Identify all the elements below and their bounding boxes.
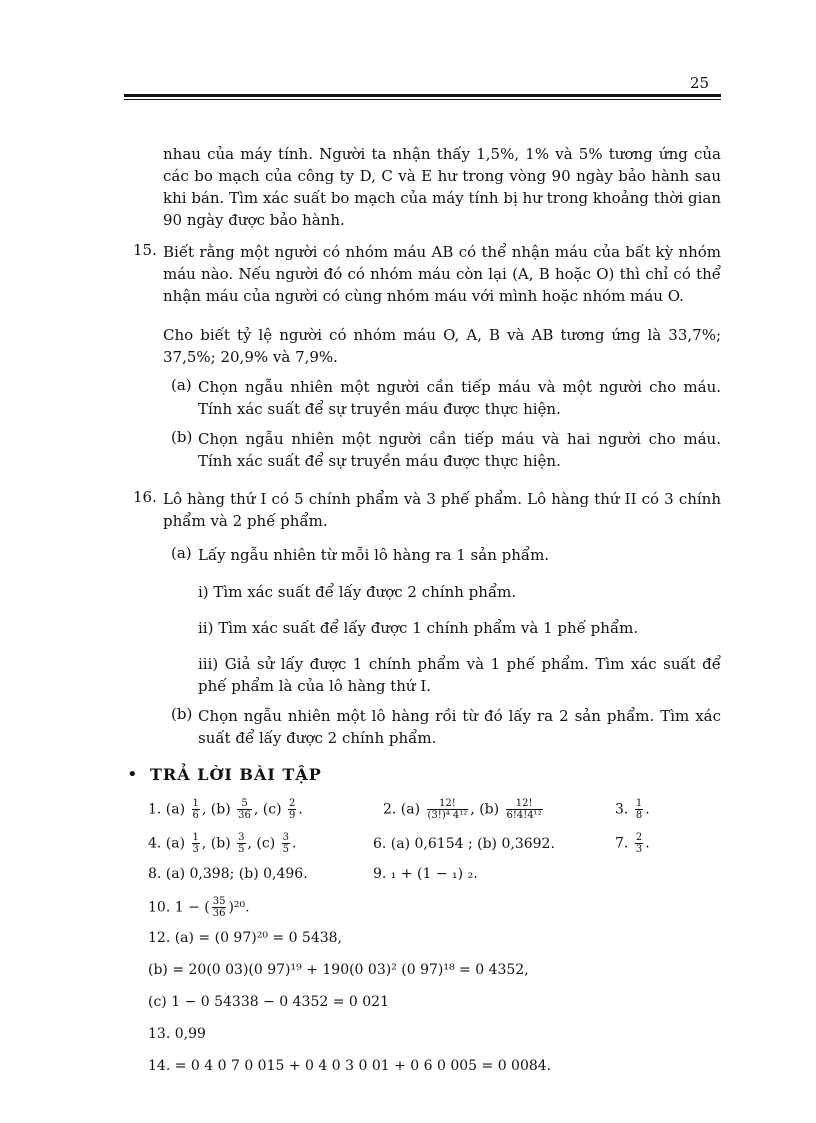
answer-13: 13. 0,99: [148, 1026, 206, 1042]
problem-15-data: Cho biết tỷ lệ người có nhóm máu O, A, B và AB tương ứng là 33,7%; 37,5%; 20,9% và 7,9%.: [163, 326, 721, 366]
problem-16a-iii: iii) Giả sử lấy được 1 chính phẩm và 1 phế phẩm. Tìm xác suất để phế phẩm là của lô hàng thứ I.: [198, 655, 721, 695]
problem-15a-label: (a): [171, 376, 192, 394]
problem-16b-label: (b): [171, 705, 193, 723]
answer-8: 8. (a) 0,398; (b) 0,496.: [148, 866, 308, 882]
answer-3: 3. $\frac{1}{8}$ .: [615, 798, 650, 821]
header-rule: [124, 94, 721, 97]
answer-9: 9. ₁ + (1 − ₁) ₂.: [373, 866, 478, 882]
bullet-icon: •: [127, 764, 138, 785]
answer-12b: (b) = 20(0 03)(0 97)¹⁹ + 190(0 03)² (0 97)¹⁸ = 0 4352,: [148, 962, 529, 978]
problem-15-statement: Biết rằng một người có nhóm máu AB có thể nhận máu của bất kỳ nhóm máu nào. Nếu người đó có nhóm máu còn lại (A, B hoặc O) thì chỉ có thể nhận máu của người có cùng nhóm máu với mình hoặc nhóm máu O.: [163, 243, 721, 305]
answer-10: 10. 1 − ( $\frac{35}{36}$ )²⁰.: [148, 896, 250, 919]
problem-16a-label: (a): [171, 544, 192, 562]
problem-15-number: 15.: [133, 241, 157, 259]
answer-12a: 12. (a) = (0 97)²⁰ = 0 5438,: [148, 930, 343, 946]
answer-4: 4. (a) $\frac{1}{3}$ , (b) $\frac{3}{5}$ , (c) $\frac{3}{5}$ .: [148, 832, 297, 855]
problem-15a-text: Chọn ngẫu nhiên một người cần tiếp máu và một người cho máu. Tính xác suất để sự truyền máu được thực hiện.: [198, 378, 721, 418]
answer-6: 6. (a) 0,6154 ; (b) 0,3692.: [373, 836, 555, 852]
problem-15b-label: (b): [171, 428, 193, 446]
problem-16a-text: Lấy ngẫu nhiên từ mỗi lô hàng ra 1 sản phẩm.: [198, 546, 550, 564]
answer-2: 2. (a) $\frac{12!}{\text{(3!)⁴ 4¹²}}$ , (b) $\frac{12!}{\text{6!4!4¹²}}$: [383, 798, 542, 821]
problem-15b-text: Chọn ngẫu nhiên một người cần tiếp máu và hai người cho máu. Tính xác suất để sự truyền máu được thực hiện.: [198, 430, 721, 470]
answer-7: 7. $\frac{2}{3}$ .: [615, 832, 650, 855]
answers-heading: TRẢ LỜI BÀI TẬP: [150, 765, 322, 784]
problem-16-number: 16.: [133, 488, 157, 506]
problem-16a-ii: ii) Tìm xác suất để lấy được 1 chính phẩm và 1 phế phẩm.: [198, 619, 639, 637]
answer-12c: (c) 1 − 0 54338 − 0 4352 = 0 021: [148, 994, 389, 1010]
problem-16b-text: Chọn ngẫu nhiên một lô hàng rồi từ đó lấy ra 2 sản phẩm. Tìm xác suất để lấy được 2 chính phẩm.: [198, 707, 721, 747]
page-number: 25: [690, 74, 710, 92]
header-rule-thin: [124, 99, 721, 100]
answer-14: 14. = 0 4 0 7 0 015 + 0 4 0 3 0 01 + 0 6 0 005 = 0 0084.: [148, 1058, 552, 1074]
problem-16a-i: i) Tìm xác suất để lấy được 2 chính phẩm.: [198, 583, 517, 601]
problem-16-statement: Lô hàng thứ I có 5 chính phẩm và 3 phế phẩm. Lô hàng thứ II có 3 chính phẩm và 2 phế phẩm.: [163, 490, 721, 530]
intro-paragraph: nhau của máy tính. Người ta nhận thấy 1,5%, 1% và 5% tương ứng của các bo mạch của công ty D, C và E hư trong vòng 90 ngày bảo hành sau khi bán. Tìm xác suất bo mạch của máy tính bị hư trong khoảng thời gian 90 ngày được bảo hành.: [163, 145, 721, 229]
answer-1: 1. (a) $\frac{1}{6}$ , (b) $\frac{5}{36}$ , (c) $\frac{2}{9}$ .: [148, 798, 303, 821]
